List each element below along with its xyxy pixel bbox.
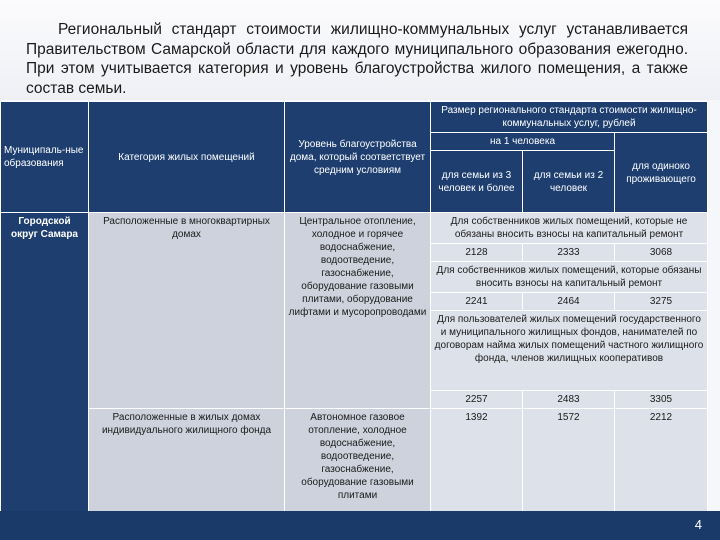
row1-amenities: Центральное отопление, холодное и горячее водоснабжение, водоотведение, газоснабжение, оборудование газовыми плитами, оборудование лифтами и мусоропроводами [285,213,431,409]
row2-category: Расположенные в жилых домах индивидуального жилищного фонда [89,409,285,523]
group3-single-value: 3305 [615,391,708,409]
group3-note: Для пользователей жилых помещений государственного и муниципального жилищных фондов, нанимателей по договорам найма жилых помещений частного жилищного фонда, членов жилищных кооперативов [431,311,708,391]
row2-single-value: 2212 [615,409,708,523]
group3-family2-value: 2483 [523,391,615,409]
page-number: 4 [694,517,702,532]
intro-paragraph: Региональный стандарт стоимости жилищно-коммунальных услуг устанавливается Правительством Самарской области для каждого муниципального образования ежегодно. При этом учитывается категория и уровень благоустройства жилого помещения, а также состав семьи. [26,21,688,97]
group3-family3-value: 2257 [431,391,523,409]
footer-bar [0,511,720,540]
header-per-person: на 1 человека [431,133,615,151]
header-family2: для семьи из 2 человек [523,151,615,213]
group2-family3-value: 2241 [431,293,523,311]
row1-category: Расположенные в многоквартирных домах [89,213,285,409]
group1-note: Для собственников жилых помещений, которые не обязаны вносить взносы на капитальный ремонт [431,213,708,244]
header-amenities: Уровень благоустройства дома, который соответствует средним условиям [285,102,431,213]
header-single: для одиноко проживающего [615,133,708,213]
header-standard-size: Размер регионального стандарта стоимости жилищно-коммунальных услуг, рублей [431,102,708,133]
municipality-cell: Городской округ Самара [1,213,89,523]
group1-family2-value: 2333 [523,244,615,262]
row2-amenities: Автономное газовое отопление, холодное водоснабжение, водоотведение, газоснабжение, оборудование газовыми плитами [285,409,431,523]
group2-single-value: 3275 [615,293,708,311]
group2-note: Для собственников жилых помещений, которые обязаны вносить взносы на капитальный ремонт [431,262,708,293]
header-municipality: Муниципаль-ные образования [1,102,89,213]
group1-family3-value: 2128 [431,244,523,262]
row2-family3-value: 1392 [431,409,523,523]
header-family3: для семьи из 3 человек и более [431,151,523,213]
row2-family2-value: 1572 [523,409,615,523]
group1-single-value: 3068 [615,244,708,262]
group2-family2-value: 2464 [523,293,615,311]
standard-cost-table [0,101,708,523]
header-category: Категория жилых помещений [89,102,285,213]
